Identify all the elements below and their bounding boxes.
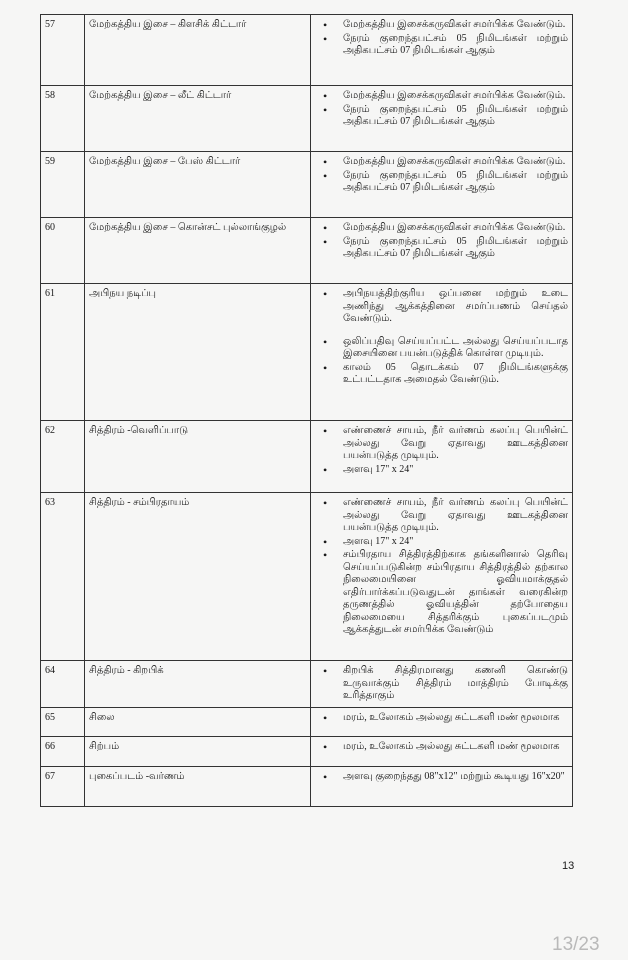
rule-bullet: • மரம், உலோகம் அல்லது சுட்டகளி மண் மூலமாக	[343, 741, 568, 754]
item-rules	[311, 15, 573, 86]
rule-bullet: • மேற்கத்திய இசைக்கருவிகள் சமர்பிக்க வேண்டும்.	[343, 156, 568, 169]
item-name: சிலை	[85, 707, 311, 736]
page-counter: 13/23	[552, 934, 600, 955]
rule-bullet: • அளவு 17" x 24"	[343, 464, 568, 477]
item-name: மேற்கத்திய இசை – பேஸ் கிட்டார்	[85, 152, 311, 218]
rule-bullet: • அளவு 17" x 24"	[343, 536, 568, 549]
item-name: சிற்பம்	[85, 736, 311, 766]
rule-bullet: • கிறபிக் சித்திரமானது கணனி கொண்டு உருவாக்கும் சித்திரம் மாத்திரம் போடிக்கு உரித்தாகும்	[343, 665, 568, 703]
rule-bullet: • மேற்கத்திய இசைக்கருவிகள் சமர்பிக்க வேண்டும்.	[343, 90, 568, 103]
row-number: 57	[41, 15, 85, 86]
item-rules	[311, 707, 573, 736]
rule-bullet: • எண்ணைச் சாயம், நீர் வர்ணம் கலப்பு பெயின்ட் அல்லது வேறு ஏதாவது ஊடகத்தினை பயன்படுத்த முடியும்.	[343, 497, 568, 535]
row-number: 64	[41, 661, 85, 708]
rule-bullet: • நேரம் குறைந்தபட்சம் 05 நிமிடங்கள் மற்றும் அதிகபட்சம் 07 நிமிடங்கள் ஆகும்	[343, 236, 568, 261]
item-name: மேற்கத்திய இசை – கிளசிக் கிட்டார்	[85, 15, 311, 86]
item-name: சித்திரம் - சம்பிரதாயம்	[85, 493, 311, 661]
item-rules	[311, 736, 573, 766]
rule-bullet: • மேற்கத்திய இசைக்கருவிகள் சமர்பிக்க வேண்டும்.	[343, 222, 568, 235]
table-row	[41, 661, 573, 708]
item-name: மேற்கத்திய இசை – கொன்சட் புல்லாங்குழல்	[85, 218, 311, 284]
row-number: 62	[41, 421, 85, 493]
table-row	[41, 493, 573, 661]
rule-bullet: • நேரம் குறைந்தபட்சம் 05 நிமிடங்கள் மற்றும் அதிகபட்சம் 07 நிமிடங்கள் ஆகும்	[343, 104, 568, 129]
table-row	[41, 152, 573, 218]
rule-bullet: • சம்பிரதாய சித்திரத்திற்காக தங்களினால் தெரிவு செய்யப்படுகின்ற சம்பிரதாய சித்திரத்தில் தற்கால நிலைமையினை ஓவியமாக்குதல் எதிர்பார்க்கப்படுவதுடன் தாங்கள் வரைகின்ற தருணத்தில் ஓவியத்தின் தற்போதைய நிலைமையை சித்தரிக்கும் புகைப்படமும் ஆக்கத்துடன் சமர்பிக்க வேண்டும்	[343, 549, 568, 637]
item-rules	[311, 284, 573, 421]
item-rules	[311, 218, 573, 284]
rule-bullet: • அபிநயத்திற்குரிய ஒப்பனை மற்றும் உடை அணிந்து ஆக்கத்தினை சமர்ப்பணம் செய்தல் வேண்டும்.	[343, 288, 568, 326]
row-number: 58	[41, 86, 85, 152]
row-number: 59	[41, 152, 85, 218]
rule-bullet: • ஒலிப்பதிவு செய்யப்பட்ட அல்லது செய்யப்படாத இசையினை பயன்படுத்திக் கொள்ள முடியும்.	[343, 336, 568, 361]
item-name: மேற்கத்திய இசை – லீட் கிட்டார்	[85, 86, 311, 152]
table-row	[41, 707, 573, 736]
row-number: 67	[41, 766, 85, 806]
item-rules	[311, 86, 573, 152]
row-number: 60	[41, 218, 85, 284]
page-number: 13	[562, 860, 575, 872]
rule-bullet: • நேரம் குறைந்தபட்சம் 05 நிமிடங்கள் மற்றும் அதிகபட்சம் 07 நிமிடங்கள் ஆகும்	[343, 33, 568, 58]
item-name: சித்திரம் - கிறபிக்	[85, 661, 311, 708]
item-name: புகைப்படம் -வர்ணம்	[85, 766, 311, 806]
table-row	[41, 766, 573, 806]
rule-bullet: • மரம், உலோகம் அல்லது சுட்டகளி மண் மூலமாக	[343, 712, 568, 725]
table-row	[41, 284, 573, 421]
item-rules	[311, 661, 573, 708]
item-rules	[311, 493, 573, 661]
row-number: 61	[41, 284, 85, 421]
table-row	[41, 218, 573, 284]
table-row	[41, 86, 573, 152]
rule-bullet: • அளவு குறைந்தது 08"x12" மற்றும் கூடியது 16"x20"	[343, 771, 568, 784]
rule-bullet: • மேற்கத்திய இசைக்கருவிகள் சமர்பிக்க வேண்டும்.	[343, 19, 568, 32]
row-number: 66	[41, 736, 85, 766]
item-rules	[311, 152, 573, 218]
rule-bullet: • நேரம் குறைந்தபட்சம் 05 நிமிடங்கள் மற்றும் அதிகபட்சம் 07 நிமிடங்கள் ஆகும்	[343, 170, 568, 195]
row-number: 63	[41, 493, 85, 661]
item-name: சித்திரம் -வெளிப்பாடு	[85, 421, 311, 493]
rules-table	[40, 14, 573, 807]
table-row	[41, 736, 573, 766]
table-row	[41, 421, 573, 493]
item-name: அபிநய நடிப்பு	[85, 284, 311, 421]
rule-bullet: • காலம் 05 தொடக்கம் 07 நிமிடங்களுக்கு உட்பட்டதாக அமைதல் வேண்டும்.	[343, 362, 568, 387]
item-rules	[311, 421, 573, 493]
rule-bullet: • எண்ணைச் சாயம், நீர் வர்ணம் கலப்பு பெயின்ட் அல்லது வேறு ஏதாவது ஊடகத்தினை பயன்படுத்த முடியும்.	[343, 425, 568, 463]
table-row	[41, 15, 573, 86]
row-number: 65	[41, 707, 85, 736]
item-rules	[311, 766, 573, 806]
